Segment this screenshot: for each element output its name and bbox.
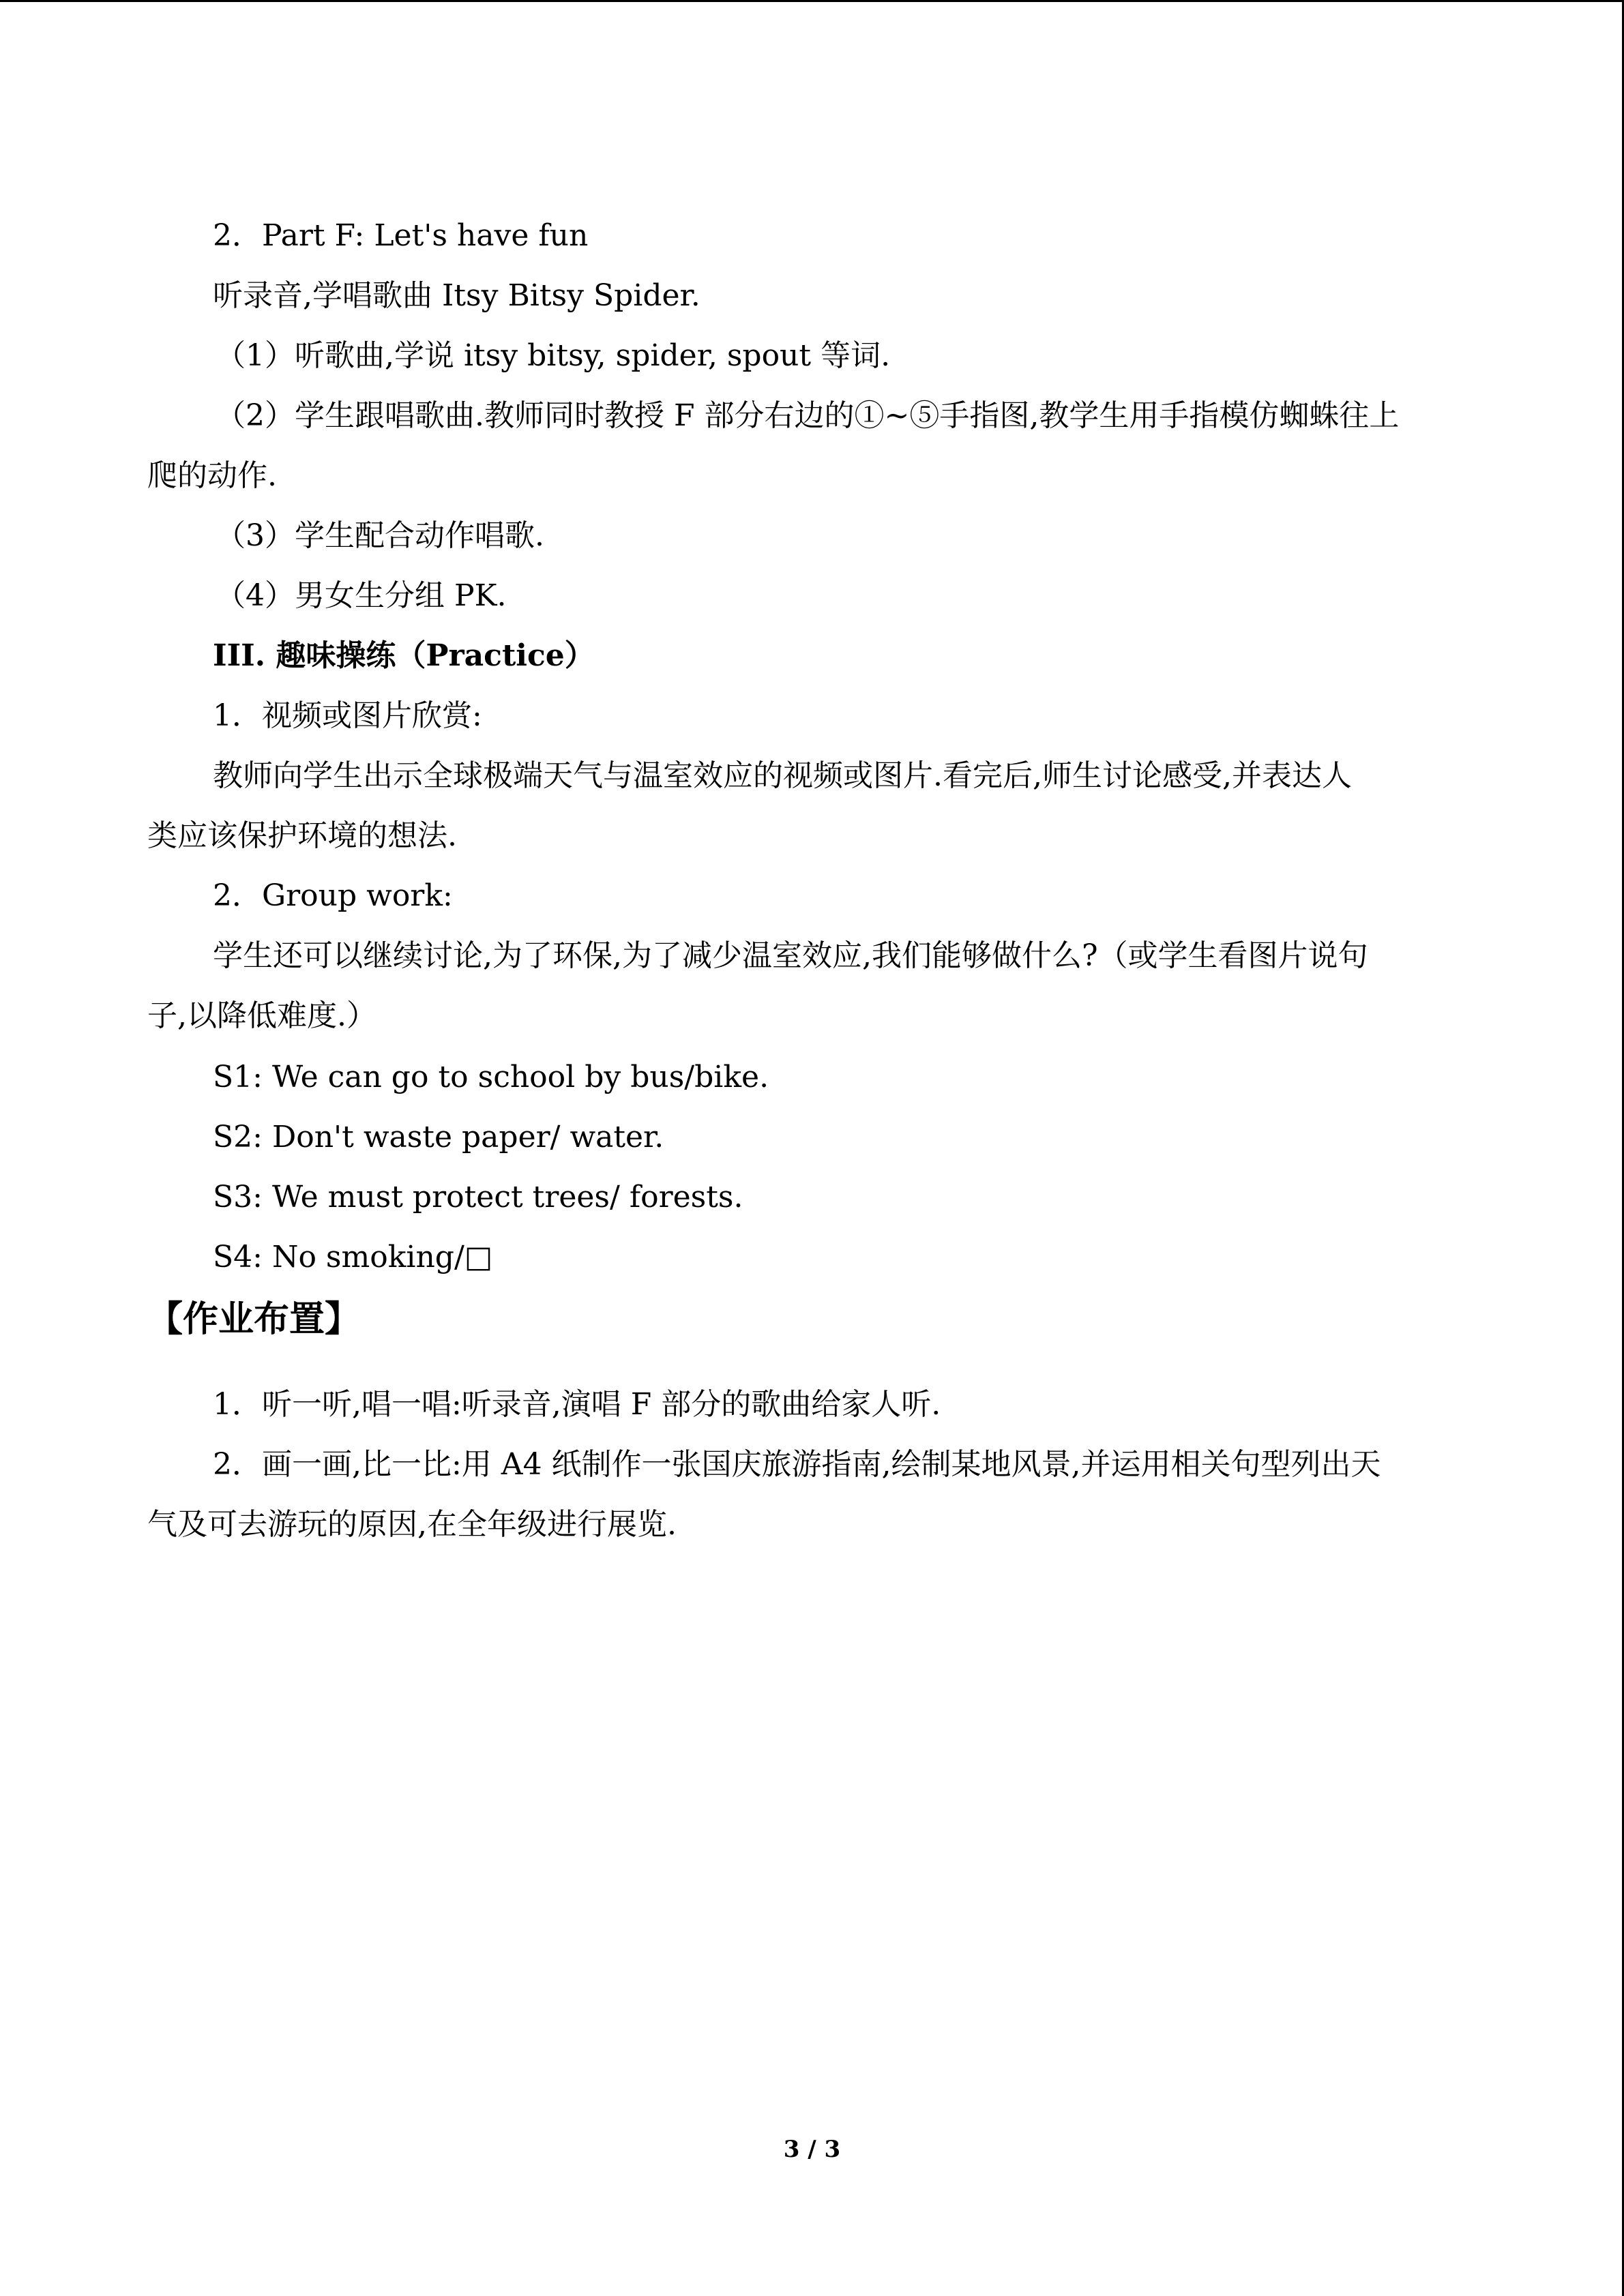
text-line: 爬的动作. (147, 458, 277, 493)
homework-heading: 【作业布置】 (147, 1299, 361, 1340)
text-line: 2．Group work: (213, 878, 453, 913)
dialogue-line: S1: We can go to school by bus/bike. (213, 1060, 769, 1094)
dialogue-line: S4: No smoking/□ (213, 1240, 493, 1274)
dialogue-line: S3: We must protect trees/ forests. (213, 1180, 743, 1214)
text-line: 教师向学生出示全球极端天气与温室效应的视频或图片.看完后,师生讨论感受,并表达人 (213, 758, 1352, 793)
text-line: 类应该保护环境的想法. (147, 818, 457, 853)
text-line: 1．视频或图片欣赏: (213, 698, 482, 733)
dialogue-line: S2: Don't waste paper/ water. (213, 1120, 664, 1154)
text-line: （1）听歌曲,学说 itsy bitsy, spider, spout 等词. (216, 338, 891, 373)
homework-line: 1．听一听,唱一唱:听录音,演唱 F 部分的歌曲给家人听. (213, 1387, 941, 1422)
text-line: （2）学生跟唱歌曲.教师同时教授 F 部分右边的①~⑤手指图,教学生用手指模仿蜘蛛往上 (216, 398, 1400, 433)
text-line: 听录音,学唱歌曲 Itsy Bitsy Spider. (213, 278, 700, 313)
text-line: 2．Part F: Let's have fun (213, 218, 589, 253)
text-line: （3）学生配合动作唱歌. (216, 518, 544, 553)
homework-line: 气及可去游玩的原因,在全年级进行展览. (147, 1507, 677, 1542)
homework-line: 2．画一画,比一比:用 A4 纸制作一张国庆旅游指南,绘制某地风景,并运用相关句型列出天 (213, 1447, 1381, 1482)
text-line: 子,以降低难度.） (147, 998, 377, 1033)
text-line: 学生还可以继续讨论,为了环保,为了减少温室效应,我们能够做什么?（或学生看图片说句 (213, 938, 1368, 973)
text-line: （4）男女生分组 PK. (216, 578, 507, 613)
page-number: 3 / 3 (783, 2136, 841, 2163)
practice-heading: III. 趣味操练（Practice） (213, 638, 595, 673)
